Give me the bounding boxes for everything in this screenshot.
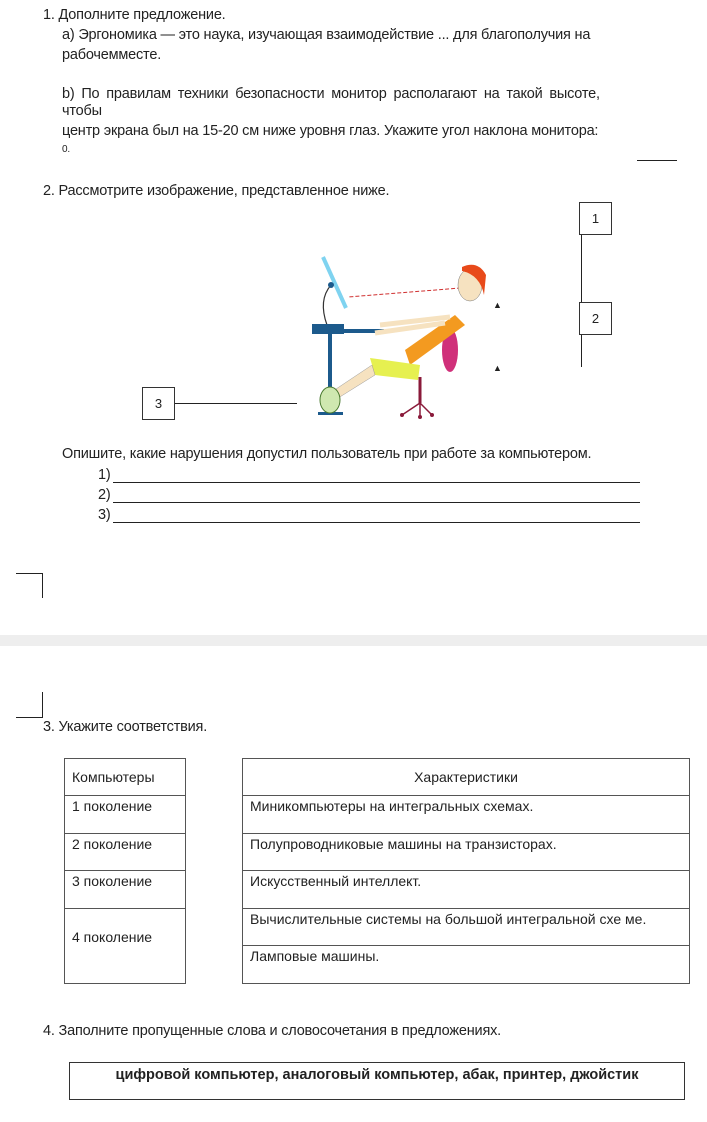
table-cell: 1 поколение	[65, 796, 186, 834]
table-cell: Полупроводниковые машины на транзисторах.	[243, 834, 690, 871]
bad-posture-illustration	[290, 245, 520, 425]
answer-line-3[interactable]	[113, 522, 640, 523]
characteristics-header: Характеристики	[243, 759, 690, 796]
answer-label-1: 1)	[98, 467, 111, 483]
table-cell: 2 поколение	[65, 834, 186, 871]
answer-label-2: 2)	[98, 487, 111, 503]
pointer-line	[175, 403, 297, 404]
connector-line	[581, 235, 582, 302]
answer-line-2[interactable]	[113, 502, 640, 503]
table-cell: Ламповые машины.	[243, 946, 690, 984]
task1-title: 1. Дополните предложение.	[43, 7, 226, 23]
task2-question: Опишите, какие нарушения допустил пользователь при работе за компьютером.	[62, 446, 592, 462]
table-cell: 3 поколение	[65, 871, 186, 909]
task2-title: 2. Рассмотрите изображение, представленное ниже.	[43, 183, 390, 199]
page-separator	[0, 635, 707, 646]
label-box-3: 3	[142, 387, 175, 420]
computers-table	[64, 758, 186, 984]
page-corner-mark	[42, 692, 43, 717]
task3-title: 3. Укажите соответствия.	[43, 719, 208, 735]
connector-line	[581, 335, 582, 367]
page-corner-mark	[16, 717, 43, 718]
word-bank: цифровой компьютер, аналоговый компьютер, абак, принтер, джойстик	[69, 1062, 685, 1100]
answer-line-1[interactable]	[113, 482, 640, 483]
computers-header: Компьютеры	[65, 759, 186, 796]
task1-a-line1: а) Эргономика — это наука, изучающая взаимодействие ... для благополучия на	[62, 27, 591, 43]
task4-title: 4. Заполните пропущенные слова и словосочетания в предложениях.	[43, 1023, 501, 1039]
answer-label-3: 3)	[98, 507, 111, 523]
triangle-marker-icon: ▲	[493, 363, 502, 373]
table-cell: 4 поколение	[65, 909, 186, 984]
task1-b-line2: чтобы	[62, 103, 102, 119]
task1-a-line2: рабочемместе.	[62, 47, 162, 63]
table-cell: Вычислительные системы на большой интегральной схе ме.	[243, 909, 690, 946]
characteristics-table	[242, 758, 690, 984]
triangle-marker-icon: ▲	[493, 300, 502, 310]
page-corner-mark	[16, 573, 42, 574]
task1-b-line4: 0.	[62, 144, 70, 155]
table-cell: Миникомпьютеры на интегральных схемах.	[243, 796, 690, 834]
task1-b-line1: b) По правилам техники безопасности монитор располагают на такой высоте,	[62, 86, 600, 102]
label-box-2: 2	[579, 302, 612, 335]
table-cell: Искусственный интеллект.	[243, 871, 690, 909]
task1-b-line3: центр экрана был на 15-20 см ниже уровня глаз. Укажите угол наклона монитора:	[62, 123, 599, 139]
page-corner-mark	[42, 573, 43, 598]
label-box-1: 1	[579, 202, 612, 235]
answer-blank	[637, 160, 677, 161]
